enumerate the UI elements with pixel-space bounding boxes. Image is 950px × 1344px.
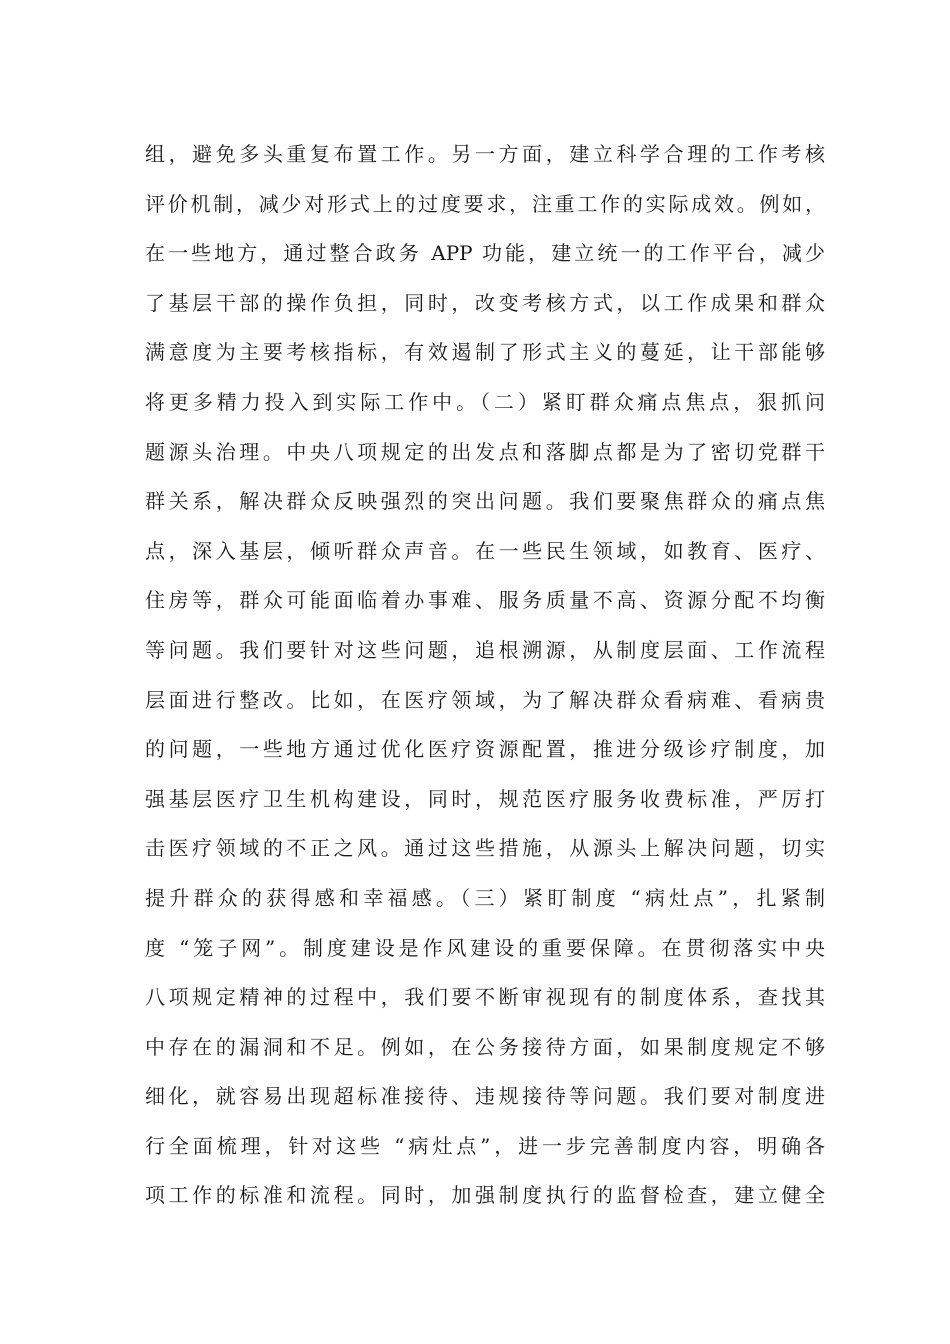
text-line: 层面进行整改。比如，在医疗领域，为了解决群众看病难、看病贵 — [145, 687, 825, 712]
text-line: 提升群众的获得感和幸福感。（三）紧盯制度 “病灶点”，扎紧制 — [145, 885, 825, 910]
text-line: 满意度为主要考核指标，有效遏制了形式主义的蔓延，让干部能够 — [145, 340, 825, 365]
text-line: 了基层干部的操作负担，同时，改变考核方式，以工作成果和群众 — [145, 290, 825, 315]
text-line: 项工作的标准和流程。同时，加强制度执行的监督检查，建立健全 — [145, 1183, 825, 1208]
text-line: 点，深入基层，倾听群众声音。在一些民生领域，如教育、医疗、 — [145, 538, 825, 563]
text-line: 群关系，解决群众反映强烈的突出问题。我们要聚焦群众的痛点焦 — [145, 489, 825, 514]
text-line: 八项规定精神的过程中，我们要不断审视现有的制度体系，查找其 — [145, 985, 825, 1010]
body-text — [145, 130, 825, 1221]
text-line: 的问题，一些地方通过优化医疗资源配置，推进分级诊疗制度，加 — [145, 737, 825, 762]
text-line: 题源头治理。中央八项规定的出发点和落脚点都是为了密切党群干 — [145, 439, 825, 464]
text-line: 度 “笼子网”。制度建设是作风建设的重要保障。在贯彻落实中央 — [145, 935, 825, 960]
text-line: 组，避免多头重复布置工作。另一方面，建立科学合理的工作考核 — [145, 142, 825, 166]
text-line: 细化，就容易出现超标准接待、违规接待等问题。我们要对制度进 — [145, 1084, 825, 1109]
text-line: 强基层医疗卫生机构建设，同时，规范医疗服务收费标准，严厉打 — [145, 786, 825, 811]
text-line: 评价机制，减少对形式上的过度要求，注重工作的实际成效。例如， — [145, 191, 825, 216]
text-line: 中存在的漏洞和不足。例如，在公务接待方面，如果制度规定不够 — [145, 1034, 825, 1059]
text-line: 击医疗领域的不正之风。通过这些措施，从源头上解决问题，切实 — [145, 836, 825, 861]
text-line: 住房等，群众可能面临着办事难、服务质量不高、资源分配不均衡 — [145, 588, 825, 613]
text-line: 行全面梳理，针对这些 “病灶点”，进一步完善制度内容，明确各 — [145, 1133, 825, 1158]
text-line: 将更多精力投入到实际工作中。（二）紧盯群众痛点焦点，狠抓问 — [145, 389, 825, 414]
text-line: 在一些地方，通过整合政务 APP 功能，建立统一的工作平台，减少 — [145, 241, 825, 266]
text-line: 等问题。我们要针对这些问题，追根溯源，从制度层面、工作流程 — [145, 637, 825, 662]
